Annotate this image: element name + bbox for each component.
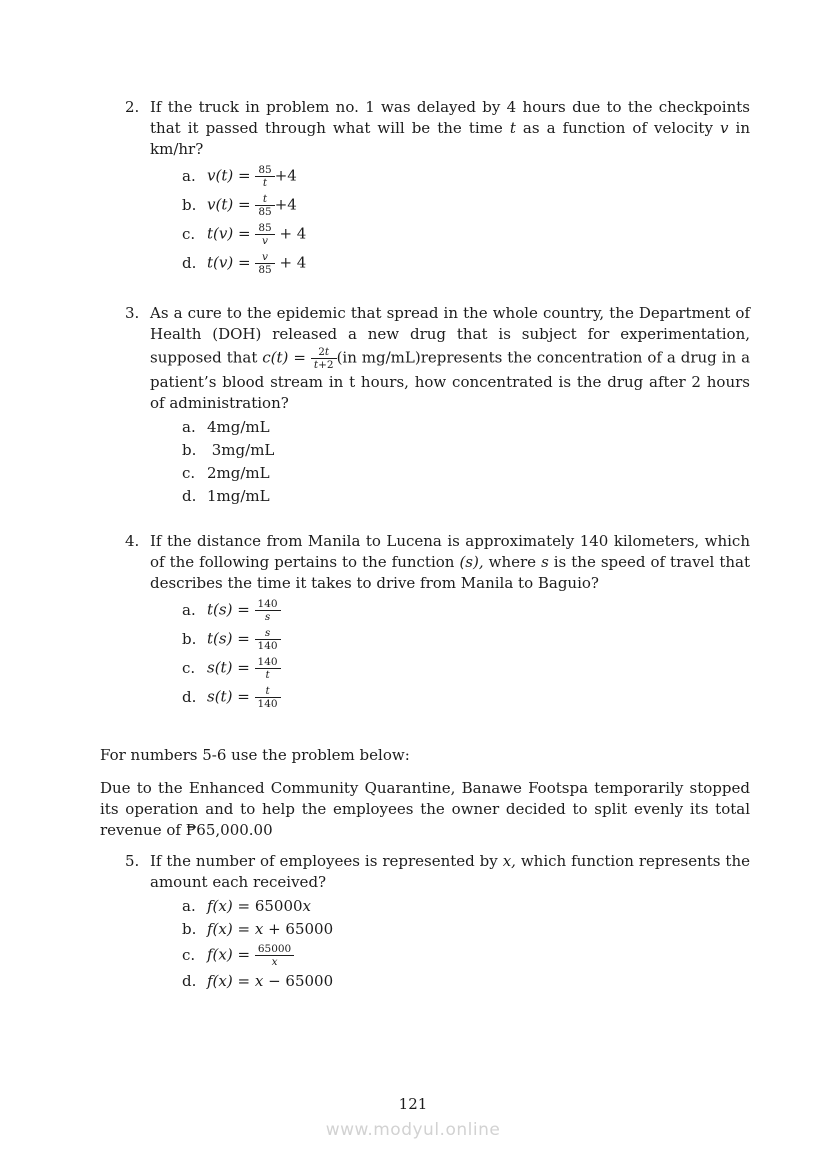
option-b xyxy=(182,919,750,940)
option-letter: c. xyxy=(182,224,196,243)
fraction-numerator: 85 xyxy=(258,164,272,176)
option-letter: b. xyxy=(182,195,197,214)
problem-statement: Due to the Enhanced Community Quarantine, Banawe Footspa temporarily stopped its operation and to help the employees the owner decided to split evenly its total revenue of ₱65,000.00 xyxy=(100,779,750,839)
math-variable-x: x, xyxy=(502,852,516,870)
option-label: 3mg/mL xyxy=(207,441,275,459)
fraction-denominator: x xyxy=(255,955,294,968)
equals-sign: = xyxy=(233,253,256,272)
question-4-options xyxy=(150,597,750,711)
equals-sign: = xyxy=(288,348,311,367)
question-2-number: 2. xyxy=(125,98,140,116)
text-run: where xyxy=(483,553,542,571)
number-run: 2 xyxy=(318,346,325,358)
question-4-text xyxy=(150,531,750,594)
option-label: 1mg/mL xyxy=(207,487,270,505)
fraction-numerator: s xyxy=(264,627,271,639)
option-c xyxy=(182,221,750,248)
fraction-numerator: t xyxy=(262,193,268,205)
fraction-denominator: 85 xyxy=(255,205,274,218)
option-letter: a. xyxy=(182,600,196,619)
question-3-number: 3. xyxy=(125,304,140,322)
math-variable-t: t xyxy=(313,359,319,371)
equals-sign: = xyxy=(233,224,256,243)
fraction-numerator: v xyxy=(262,251,268,263)
text-run: If the distance from Manila to Lucena is approximately 140 kilometers, which of the following pertains to the function xyxy=(150,532,750,571)
text-run: (in mg/mL)represents the concentration of a drug in a patient’s blood stream in t hours, how concentrated is the drug after 2 hours of administration? xyxy=(150,348,751,412)
fraction-denominator: t xyxy=(255,668,281,681)
question-3-text xyxy=(150,303,750,414)
number-run: + 65000 xyxy=(263,920,334,938)
math-function: c(t) xyxy=(262,348,289,367)
math-function: f(x) xyxy=(207,972,233,990)
option-c xyxy=(182,463,750,484)
math-function: v(t) xyxy=(207,195,234,214)
equals-sign: = xyxy=(233,166,256,185)
option-letter: a. xyxy=(182,166,196,185)
option-letter: a. xyxy=(182,897,196,915)
option-letter: d. xyxy=(182,972,197,990)
question-3 xyxy=(125,303,751,507)
math-variable-t: t xyxy=(509,119,516,137)
equals-sign: = xyxy=(232,897,255,915)
fraction xyxy=(255,597,281,624)
option-letter: a. xyxy=(182,418,196,436)
option-letter: c. xyxy=(182,658,196,677)
option-letter: c. xyxy=(182,464,196,482)
fraction-denominator: 140 xyxy=(255,639,281,652)
math-function: t(s) xyxy=(207,629,233,648)
question-2 xyxy=(125,97,750,277)
equals-sign: = xyxy=(232,629,255,648)
fraction-denominator xyxy=(311,358,337,371)
math-function: f(x) xyxy=(207,897,233,915)
fraction-numerator: 140 xyxy=(257,656,278,668)
question-5 xyxy=(125,851,750,992)
text-run: which function represents the amount each received? xyxy=(150,852,750,891)
option-letter: d. xyxy=(182,487,197,505)
option-d xyxy=(182,971,750,992)
option-b xyxy=(182,626,750,653)
math-tail: +4 xyxy=(274,195,297,214)
page-number: 121 xyxy=(398,1095,428,1113)
math-tail: + 4 xyxy=(274,224,307,243)
math-function: t(s) xyxy=(207,600,233,619)
question-4 xyxy=(125,531,751,711)
question-5-text xyxy=(150,851,750,893)
fraction xyxy=(255,942,294,969)
math-function: v(t) xyxy=(207,166,234,185)
option-letter: b. xyxy=(182,920,197,938)
question-3-options xyxy=(150,417,750,507)
math-variable-x: x xyxy=(254,972,264,990)
text-run: As a cure to the epidemic that spread in the whole country, the Department of Health (DOH) released a new drug that is subject for experimentation, supposed that xyxy=(150,304,750,367)
equals-sign: = xyxy=(232,920,255,938)
math-function: f(x) xyxy=(207,920,233,938)
fraction-numerator: 85 xyxy=(258,222,272,234)
math-tail: +4 xyxy=(274,166,297,185)
number-run: +2 xyxy=(318,359,334,371)
equals-sign: = xyxy=(232,945,255,964)
equals-sign: = xyxy=(232,600,255,619)
page-footer xyxy=(0,1094,826,1141)
option-c xyxy=(182,655,750,682)
math-function: f(x) xyxy=(207,945,233,964)
option-d xyxy=(182,684,750,711)
option-d xyxy=(182,250,750,277)
fraction-numerator: 65000 xyxy=(257,943,292,955)
text-run: If the number of employees is represented by xyxy=(150,852,503,870)
option-d xyxy=(182,486,750,507)
fraction-numerator xyxy=(311,346,337,358)
option-a xyxy=(182,163,750,190)
equals-sign: = xyxy=(233,195,256,214)
text-run: in km/hr? xyxy=(150,119,750,158)
text-run: as a function of velocity xyxy=(515,119,720,137)
option-b xyxy=(182,440,750,461)
math-variable-t: t xyxy=(324,346,330,358)
equals-sign: = xyxy=(232,972,255,990)
math-function: s(t) xyxy=(207,658,233,677)
fraction xyxy=(255,684,281,711)
fraction xyxy=(255,163,274,190)
math-variable-v: v xyxy=(720,119,729,137)
question-2-text xyxy=(150,97,750,160)
option-letter: b. xyxy=(182,441,197,459)
inline-fraction xyxy=(311,345,337,372)
math-variable-x: x xyxy=(254,920,264,938)
math-tail: + 4 xyxy=(274,253,307,272)
fraction-denominator: v xyxy=(255,234,274,247)
option-b xyxy=(182,192,750,219)
text-run: is the speed of travel that describes the time it takes to drive from Manila to Baguio? xyxy=(150,553,751,592)
option-a xyxy=(182,417,750,438)
option-letter: d. xyxy=(182,253,197,272)
instruction-text: For numbers 5-6 use the problem below: xyxy=(100,746,410,764)
watermark-text: www.modyul.online xyxy=(325,1120,501,1140)
question-2-options xyxy=(150,163,750,277)
fraction xyxy=(255,192,274,219)
option-a xyxy=(182,597,750,624)
fraction-denominator: 85 xyxy=(255,263,274,276)
math-variable-s: s xyxy=(541,553,549,571)
fraction xyxy=(255,221,274,248)
option-letter: d. xyxy=(182,687,197,706)
fraction xyxy=(255,655,281,682)
question-5-options xyxy=(150,896,750,992)
option-letter: c. xyxy=(182,945,196,964)
equals-sign: = xyxy=(232,687,255,706)
fraction-denominator: s xyxy=(255,610,281,623)
option-label: 4mg/mL xyxy=(207,418,270,436)
math-function: t(v) xyxy=(207,224,234,243)
question-4-number: 4. xyxy=(125,532,140,550)
option-label: 2mg/mL xyxy=(207,464,270,482)
fraction-denominator: 140 xyxy=(255,697,281,710)
option-letter: b. xyxy=(182,629,197,648)
math-variable-x: x xyxy=(302,897,312,915)
fraction xyxy=(255,626,281,653)
fraction-numerator: 140 xyxy=(257,598,278,610)
question-5-number: 5. xyxy=(125,852,140,870)
option-c xyxy=(182,942,750,969)
math-function: t(v) xyxy=(207,253,234,272)
math-function: s(t) xyxy=(207,687,233,706)
equals-sign: = xyxy=(232,658,255,677)
text-run: If the truck in problem no. 1 was delayed by 4 hours due to the checkpoints that it passed through what will be the time xyxy=(150,98,750,137)
math-variable-s: (s), xyxy=(459,553,484,571)
number-run: 65000 xyxy=(254,897,303,915)
option-a xyxy=(182,896,750,917)
fraction xyxy=(255,250,274,277)
number-run: − 65000 xyxy=(263,972,334,990)
fraction-denominator: t xyxy=(255,176,274,189)
fraction-numerator: t xyxy=(265,685,270,697)
